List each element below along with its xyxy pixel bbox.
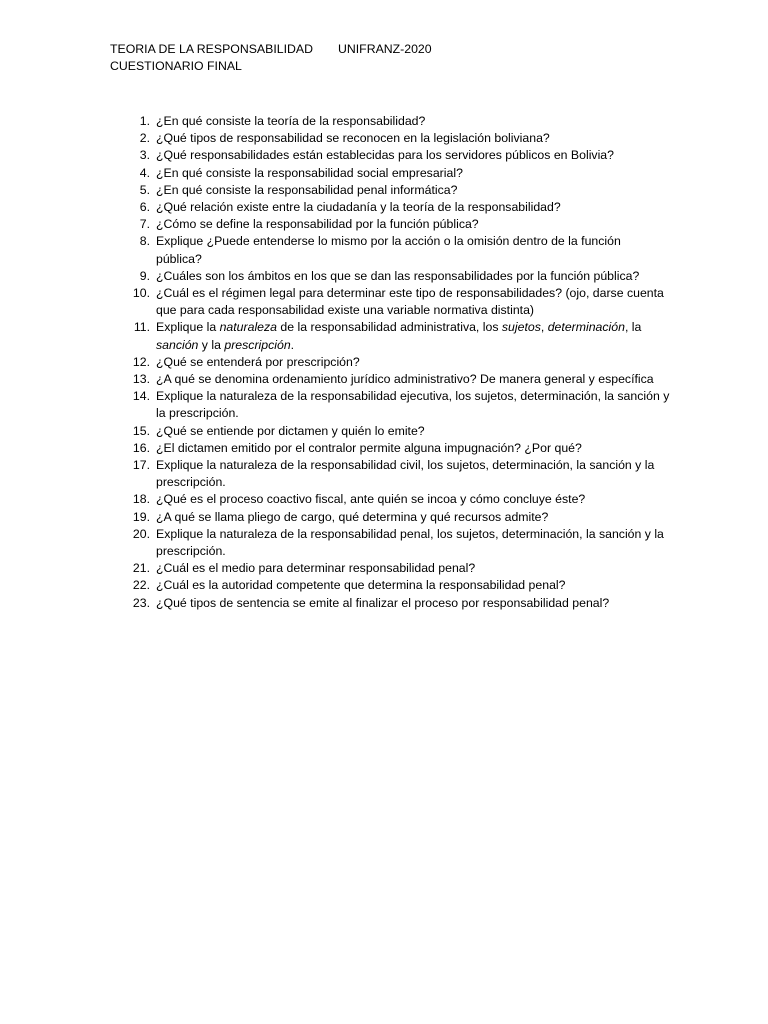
list-item bbox=[110, 457, 670, 491]
text-run: ¿El dictamen emitido por el contralor permite alguna impugnación? ¿Por qué? bbox=[156, 440, 582, 455]
question-number: 19. bbox=[132, 509, 150, 524]
document-header bbox=[110, 41, 432, 75]
question-text bbox=[156, 268, 670, 285]
text-run: ¿A qué se llama pliego de cargo, qué determina y qué recursos admite? bbox=[156, 509, 549, 524]
question-text bbox=[156, 457, 670, 491]
emphasized-term: prescripción bbox=[224, 337, 291, 352]
question-number: 11. bbox=[133, 320, 150, 335]
list-item bbox=[110, 388, 670, 422]
list-item bbox=[110, 440, 670, 457]
list-item bbox=[110, 354, 670, 371]
question-text bbox=[156, 147, 670, 164]
text-run: Explique ¿Puede entenderse lo mismo por la acción o la omisión dentro de la función pública? bbox=[156, 234, 621, 266]
question-text bbox=[156, 509, 670, 526]
list-item bbox=[110, 285, 670, 319]
list-item bbox=[110, 199, 670, 216]
question-number: 15. bbox=[132, 423, 150, 438]
question-text bbox=[156, 388, 670, 422]
text-run: , bbox=[540, 320, 548, 335]
question-text bbox=[156, 526, 670, 560]
question-text bbox=[156, 319, 670, 353]
list-item bbox=[110, 182, 670, 199]
text-run: de la responsabilidad administrativa, los bbox=[277, 320, 502, 335]
text-run: ¿A qué se denomina ordenamiento jurídico administrativo? De manera general y específica bbox=[156, 372, 654, 387]
question-text bbox=[156, 182, 670, 199]
question-text bbox=[156, 199, 670, 216]
emphasized-term: sujetos bbox=[501, 320, 541, 335]
list-item bbox=[110, 216, 670, 233]
question-number: 2. bbox=[139, 131, 150, 146]
institution-year: UNIFRANZ-2020 bbox=[338, 42, 432, 56]
list-item bbox=[110, 423, 670, 440]
question-text bbox=[156, 354, 670, 371]
text-run: y la bbox=[198, 337, 225, 352]
text-run: ¿Cuál es la autoridad competente que determina la responsabilidad penal? bbox=[156, 578, 566, 593]
question-number: 3. bbox=[139, 148, 150, 163]
text-run: ¿Qué se entiende por dictamen y quién lo emite? bbox=[156, 423, 425, 438]
question-number: 17. bbox=[132, 458, 150, 473]
text-run: Explique la naturaleza de la responsabilidad ejecutiva, los sujetos, determinación, la sanción y la prescripción. bbox=[156, 389, 670, 421]
text-run: ¿Qué relación existe entre la ciudadanía y la teoría de la responsabilidad? bbox=[156, 200, 561, 215]
question-number: 22. bbox=[132, 578, 150, 593]
list-item bbox=[110, 526, 670, 560]
text-run: ¿En qué consiste la responsabilidad penal informática? bbox=[156, 182, 458, 197]
question-number: 5. bbox=[139, 182, 150, 197]
question-list bbox=[110, 113, 670, 612]
question-text bbox=[156, 371, 670, 388]
list-item bbox=[110, 113, 670, 130]
list-item bbox=[110, 268, 670, 285]
question-number: 8. bbox=[139, 234, 150, 249]
question-text bbox=[156, 560, 670, 577]
question-number: 16. bbox=[132, 440, 150, 455]
question-text bbox=[156, 233, 670, 267]
question-text bbox=[156, 165, 670, 182]
text-run: ¿Cuál es el medio para determinar responsabilidad penal? bbox=[156, 561, 476, 576]
text-run: ¿Qué es el proceso coactivo fiscal, ante quién se incoa y cómo concluye éste? bbox=[156, 492, 586, 507]
question-text bbox=[156, 491, 670, 508]
question-text bbox=[156, 595, 670, 612]
text-run: ¿En qué consiste la teoría de la responsabilidad? bbox=[156, 114, 426, 128]
document-title: TEORIA DE LA RESPONSABILIDAD bbox=[110, 42, 313, 56]
text-run: ¿Cómo se define la responsabilidad por la función pública? bbox=[156, 217, 479, 232]
text-run: ¿Cuáles son los ámbitos en los que se dan las responsabilidades por la función pública? bbox=[156, 268, 640, 283]
text-run: Explique la bbox=[156, 320, 220, 335]
list-item bbox=[110, 491, 670, 508]
list-item bbox=[110, 147, 670, 164]
list-item bbox=[110, 233, 670, 267]
question-number: 10. bbox=[132, 286, 150, 301]
question-number: 13. bbox=[132, 372, 150, 387]
list-item bbox=[110, 130, 670, 147]
text-run: , la bbox=[624, 320, 642, 335]
question-number: 20. bbox=[132, 526, 150, 541]
list-item bbox=[110, 165, 670, 182]
question-text bbox=[156, 285, 670, 319]
list-item bbox=[110, 577, 670, 594]
emphasized-term: naturaleza bbox=[219, 320, 278, 335]
emphasized-term: determinación bbox=[547, 320, 625, 335]
text-run: ¿Qué se entenderá por prescripción? bbox=[156, 354, 360, 369]
list-item bbox=[110, 319, 670, 353]
question-number: 1. bbox=[139, 114, 150, 128]
text-run: ¿Cuál es el régimen legal para determinar este tipo de responsabilidades? (ojo, darse cuenta que para cada responsabilidad existe una variable normativa distinta) bbox=[156, 286, 664, 318]
list-item bbox=[110, 371, 670, 388]
question-text bbox=[156, 423, 670, 440]
text-run: Explique la naturaleza de la responsabilidad penal, los sujetos, determinación, la sanción y la prescripción. bbox=[156, 526, 664, 559]
question-text bbox=[156, 216, 670, 233]
text-run: Explique la naturaleza de la responsabilidad civil, los sujetos, determinación, la sanción y la prescripción. bbox=[156, 458, 655, 490]
emphasized-term: sanción bbox=[156, 337, 199, 352]
text-run: ¿Qué tipos de responsabilidad se reconocen en la legislación boliviana? bbox=[156, 131, 550, 146]
header-row bbox=[110, 41, 432, 58]
question-text bbox=[156, 130, 670, 147]
text-run: ¿Qué tipos de sentencia se emite al finalizar el proceso por responsabilidad penal? bbox=[156, 595, 610, 610]
text-run: . bbox=[290, 337, 295, 352]
question-text bbox=[156, 577, 670, 594]
question-text bbox=[156, 440, 670, 457]
question-number: 7. bbox=[139, 217, 150, 232]
header-row bbox=[110, 58, 432, 75]
text-run: ¿En qué consiste la responsabilidad social empresarial? bbox=[156, 165, 463, 180]
question-number: 9. bbox=[139, 268, 150, 283]
question-number: 12. bbox=[132, 354, 150, 369]
question-number: 23. bbox=[132, 595, 150, 610]
list-item bbox=[110, 595, 670, 612]
list-item bbox=[110, 509, 670, 526]
document-subtitle: CUESTIONARIO FINAL bbox=[110, 59, 242, 74]
question-number: 6. bbox=[139, 200, 150, 215]
text-run: ¿Qué responsabilidades están establecidas para los servidores públicos en Bolivia? bbox=[156, 148, 614, 163]
list-item bbox=[110, 560, 670, 577]
question-text bbox=[156, 113, 670, 130]
question-number: 21. bbox=[132, 561, 150, 576]
question-number: 18. bbox=[132, 492, 150, 507]
question-number: 14. bbox=[132, 389, 150, 404]
question-number: 4. bbox=[139, 165, 150, 180]
